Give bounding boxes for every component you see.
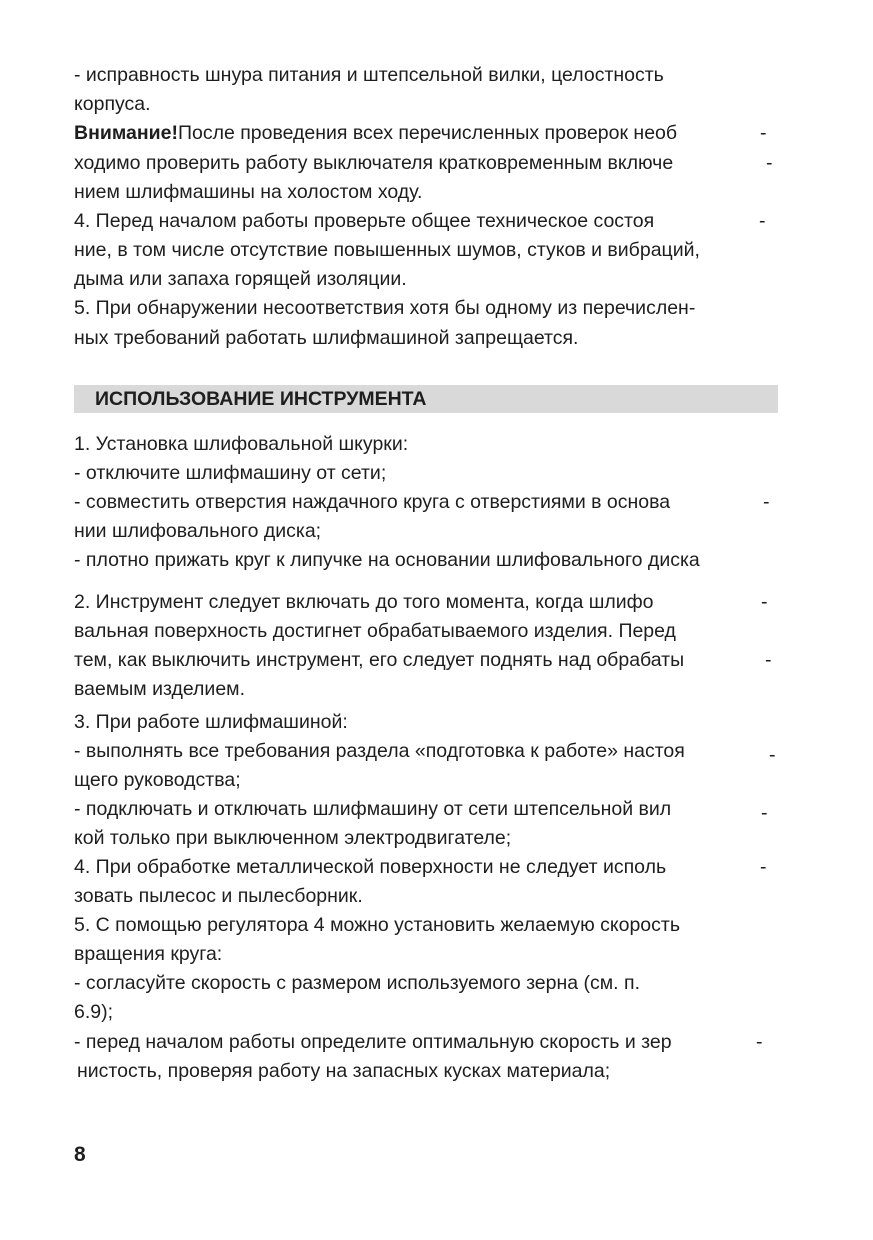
text-line: тем, как выключить инструмент, его следует поднять над обрабаты [74, 649, 685, 671]
text-line: 4. При обработке металлической поверхности не следует исполь [74, 856, 667, 878]
text-line: нии шлифовального диска; [74, 520, 322, 542]
line-hyphen: - [760, 122, 767, 144]
text-line: 5. С помощью регулятора 4 можно установить желаемую скорость [74, 914, 680, 936]
text-line: 2. Инструмент следует включать до того момента, когда шлифо [74, 591, 654, 613]
line-hyphen: - [761, 591, 768, 613]
text-line: вальная поверхность достигнет обрабатываемого изделия. Перед [74, 620, 676, 642]
text-line: - подключать и отключать шлифмашину от сети штепсельной вил [74, 798, 672, 820]
text-line: корпуса. [74, 93, 151, 115]
line-hyphen: - [759, 210, 766, 232]
text-line-rest: После проведения всех перечисленных проверок необ [177, 122, 678, 144]
text-line: щего руководства; [74, 769, 241, 791]
text-line: - перед началом работы определите оптимальную скорость и зер [74, 1031, 672, 1053]
text-line [74, 121, 677, 145]
text-line: 5. При обнаружении несоответствия хотя бы одному из перечислен- [74, 297, 696, 319]
text-line: нистость, проверяя работу на запасных кусках материала; [77, 1060, 611, 1082]
line-hyphen: - [766, 152, 773, 174]
text-line: зовать пылесос и пылесборник. [74, 885, 363, 907]
text-line: нием шлифмашины на холостом ходу. [74, 181, 423, 203]
text-line: ных требований работать шлифмашиной запрещается. [74, 327, 579, 349]
text-line: кой только при выключенном электродвигателе; [74, 827, 512, 849]
text-line: - совместить отверстия наждачного круга с отверстиями в основа [74, 491, 671, 513]
text-line: ние, в том числе отсутствие повышенных шумов, стуков и вибраций, [74, 239, 700, 261]
text-line: 4. Перед началом работы проверьте общее техническое состоя [74, 210, 655, 232]
text-line: 1. Установка шлифовальной шкурки: [74, 433, 409, 455]
line-hyphen: - [760, 856, 767, 878]
section-heading-bar [74, 385, 778, 413]
text-line: дыма или запаха горящей изоляции. [74, 268, 407, 290]
line-hyphen: - [763, 491, 770, 513]
text-line: ходимо проверить работу выключателя кратковременным включе [74, 152, 674, 174]
text-line: - выполнять все требования раздела «подготовка к работе» настоя [74, 740, 685, 762]
text-line: - плотно прижать круг к липучке на основании шлифовального диска [74, 549, 700, 571]
line-hyphen: - [761, 802, 768, 824]
section-heading: ИСПОЛЬЗОВАНИЕ ИНСТРУМЕНТА [95, 388, 427, 410]
text-line: - согласуйте скорость с размером используемого зерна (см. п. [74, 972, 640, 994]
line-hyphen: - [769, 744, 776, 766]
text-line: - отключите шлифмашину от сети; [74, 462, 387, 484]
line-hyphen: - [765, 649, 772, 671]
text-line: 6.9); [74, 1001, 114, 1023]
text-line: вращения круга: [74, 943, 223, 965]
text-line: - исправность шнура питания и штепсельной вилки, целостность [74, 64, 664, 86]
attention-label: Внимание! [74, 122, 178, 144]
text-line: 3. При работе шлифмашиной: [74, 711, 348, 733]
page-number: 8 [74, 1143, 86, 1166]
line-hyphen: - [756, 1031, 763, 1053]
text-line: ваемым изделием. [74, 678, 245, 700]
